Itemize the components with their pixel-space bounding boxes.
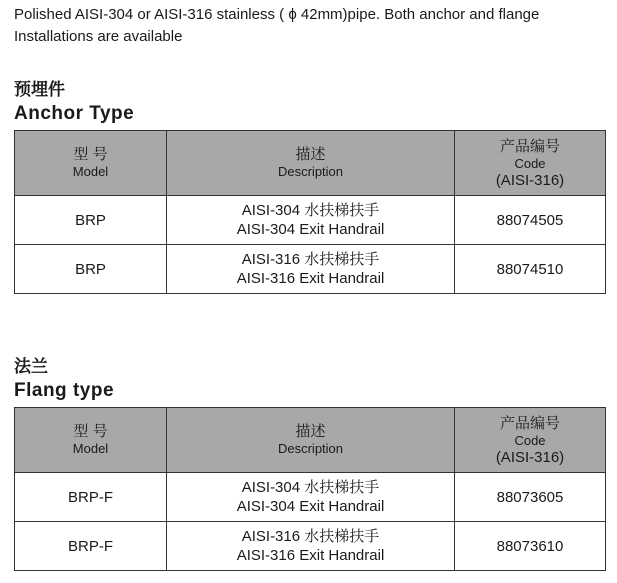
description-en: AISI-316 Exit Handrail bbox=[236, 270, 385, 287]
code-header-cn: 产品编号 bbox=[499, 414, 560, 432]
description-cell bbox=[167, 196, 455, 245]
description-cn: AISI-304 水扶梯扶手 bbox=[241, 479, 380, 496]
description-en: AISI-316 Exit Handrail bbox=[236, 547, 385, 564]
table-header-row bbox=[15, 408, 606, 473]
description-column-header bbox=[167, 408, 455, 473]
code-header-cn: 产品编号 bbox=[499, 137, 560, 155]
code-cell: 88073610 bbox=[455, 522, 606, 571]
code-cell: 88074505 bbox=[455, 196, 606, 245]
code-cell: 88074510 bbox=[455, 245, 606, 294]
model-header-cn: 型 号 bbox=[73, 146, 108, 163]
model-cell: BRP-F bbox=[15, 473, 167, 522]
description-cn: AISI-316 水扶梯扶手 bbox=[241, 528, 380, 545]
anchor-type-table bbox=[14, 130, 606, 294]
description-header-cn: 描述 bbox=[295, 423, 326, 440]
description-en: AISI-304 Exit Handrail bbox=[236, 221, 385, 238]
flang-type-table bbox=[14, 407, 606, 571]
description-column-header bbox=[167, 131, 455, 196]
section-title-en: Flang type bbox=[14, 380, 115, 401]
table-row bbox=[15, 522, 606, 571]
model-header-en: Model bbox=[72, 164, 109, 179]
description-cn: AISI-304 水扶梯扶手 bbox=[241, 202, 380, 219]
model-column-header bbox=[15, 408, 167, 473]
description-cn: AISI-316 水扶梯扶手 bbox=[241, 251, 380, 268]
section-title-cn: 法兰 bbox=[14, 357, 48, 376]
model-cell: BRP bbox=[15, 245, 167, 294]
model-cell: BRP-F bbox=[15, 522, 167, 571]
table-row bbox=[15, 196, 606, 245]
description-header-en: Description bbox=[277, 164, 344, 179]
description-cell bbox=[167, 522, 455, 571]
model-header-cn: 型 号 bbox=[73, 423, 108, 440]
model-cell: BRP bbox=[15, 196, 167, 245]
code-column-header bbox=[455, 408, 606, 473]
code-header-en: Code bbox=[514, 432, 546, 448]
table-row bbox=[15, 473, 606, 522]
code-column-header bbox=[455, 131, 606, 196]
model-header-en: Model bbox=[72, 441, 109, 456]
description-cell bbox=[167, 473, 455, 522]
description-cell bbox=[167, 245, 455, 294]
section-title-cn: 预埋件 bbox=[14, 80, 65, 99]
table-row bbox=[15, 245, 606, 294]
code-header-sub: (AISI-316) bbox=[495, 448, 565, 466]
description-header-cn: 描述 bbox=[295, 146, 326, 163]
description-header-en: Description bbox=[277, 441, 344, 456]
code-cell: 88073605 bbox=[455, 473, 606, 522]
section-title-en: Anchor Type bbox=[14, 103, 135, 124]
intro-line-1: Polished AISI-304 or AISI-316 stainless ( ϕ 42mm)pipe. Both anchor and flange bbox=[14, 6, 540, 23]
intro-line-2: Installations are available bbox=[14, 28, 183, 45]
intro-text bbox=[14, 4, 614, 48]
description-en: AISI-304 Exit Handrail bbox=[236, 498, 385, 515]
model-column-header bbox=[15, 131, 167, 196]
table-header-row bbox=[15, 131, 606, 196]
code-header-sub: (AISI-316) bbox=[495, 171, 565, 189]
code-header-en: Code bbox=[514, 155, 546, 171]
